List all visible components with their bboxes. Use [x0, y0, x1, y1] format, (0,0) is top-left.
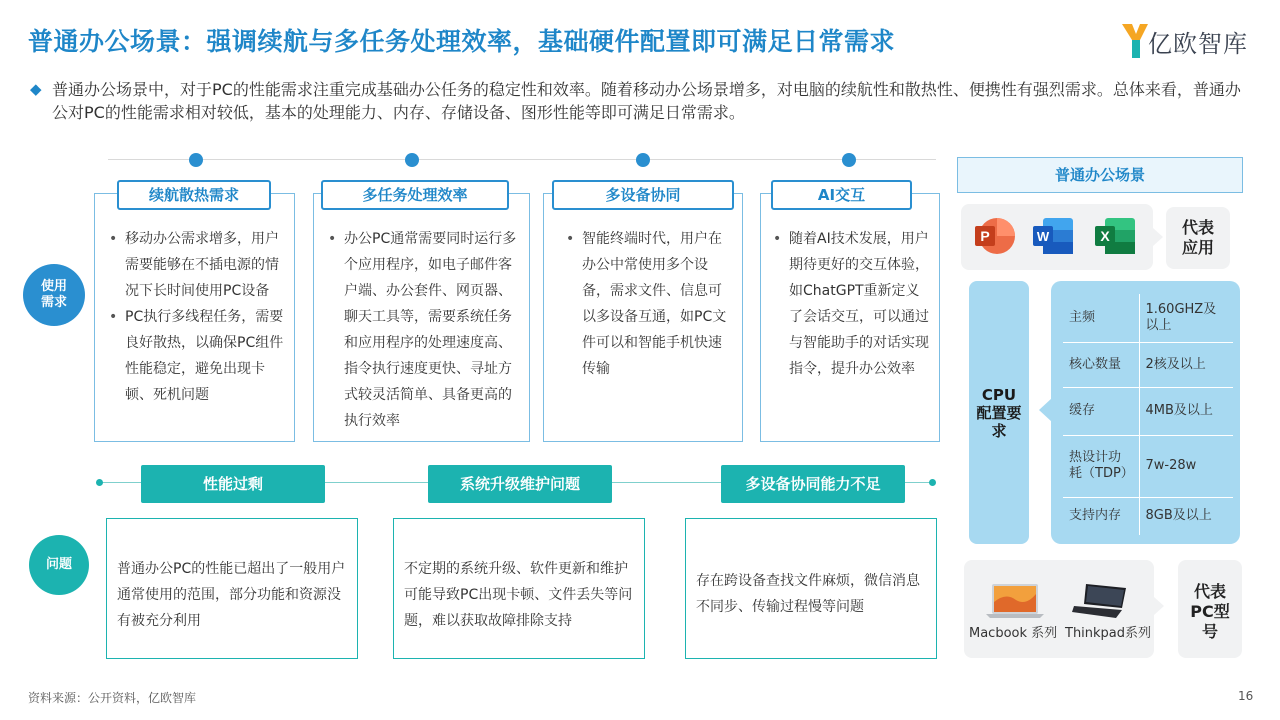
spec-value: 2核及以上	[1139, 342, 1233, 387]
timeline-dot	[636, 153, 650, 167]
pc-label: 代表PC型号	[1190, 582, 1230, 641]
top-timeline	[108, 159, 936, 160]
timeline-dot	[405, 153, 419, 167]
summary-text: 普通办公场景中，对于PC的性能需求注重完成基础办公任务的稳定性和效率。随着移动办公场景增多，对电脑的续航性和散热性、便携性有强烈需求。总体来看，普通办公对PC的性能需求相对较低，基本的处理能力、内存、存储设备、图形性能等即可满足日常需求。	[52, 80, 1241, 122]
spec-value: 8GB及以上	[1145, 508, 1212, 524]
source-note: 资料来源：公开资料，亿欧智库	[28, 691, 197, 705]
need-item: • 办公PC通常需要同时运行多个应用程序，如电子邮件客户端、办公套件、网页器、聊天工具等，需要系统任务和应用程序的处理速度高、指令执行速度更快、寻址方式较灵活简单、具备更高的执行效率	[326, 226, 519, 434]
page-number: 16	[1238, 689, 1254, 703]
arrow-icon	[1153, 228, 1163, 246]
spec-value: 4MB及以上	[1139, 387, 1233, 435]
problem-card	[685, 518, 937, 659]
need-title-ai: AI交互	[771, 180, 912, 210]
problems-label: 问题	[29, 535, 89, 595]
pc-model-name: Macbook 系列	[969, 626, 1058, 641]
table-row	[1063, 342, 1233, 387]
problem-title-system-update: 系统升级维护问题	[428, 465, 612, 503]
powerpoint-icon	[971, 214, 1015, 258]
apps-label: 代表应用	[1181, 218, 1214, 257]
problem-text: 普通办公PC的性能已超出了一般用户通常使用的范围，部分功能和资源没有被充分利用	[117, 561, 346, 629]
scene-title: 普通办公场景	[957, 157, 1243, 193]
need-card-battery	[94, 193, 295, 442]
table-row	[1063, 435, 1233, 497]
timeline-dot	[842, 153, 856, 167]
spec-key: 支持内存	[1063, 497, 1139, 535]
spec-key: 主频	[1063, 294, 1139, 342]
need-title-multidevice: 多设备协同	[552, 180, 734, 210]
arrow-icon	[1154, 597, 1164, 615]
apps-label-box	[1166, 207, 1230, 269]
word-icon	[1031, 214, 1075, 258]
table-row	[1063, 497, 1233, 535]
cpu-label: CPU配置要求	[976, 386, 1022, 440]
need-item: • 移动办公需求增多，用户需要能够在不插电源的情况下长时间使用PC设备	[107, 226, 284, 304]
excel-icon	[1093, 214, 1137, 258]
svg-text:P: P	[980, 228, 990, 244]
macbook-icon	[986, 582, 1044, 620]
timeline-dot	[189, 153, 203, 167]
svg-text:W: W	[1036, 229, 1050, 244]
problem-text: 不定期的系统升级、软件更新和维护可能导致PC出现卡顿、文件丢失等问题，难以获取故障排除支持	[404, 561, 633, 629]
timeline-dot	[929, 479, 936, 486]
pc-label-box	[1178, 560, 1242, 658]
need-card-multidevice	[543, 193, 743, 442]
spec-key: 缓存	[1063, 387, 1139, 435]
pc-model-name: Thinkpad系列	[1065, 626, 1152, 641]
need-title-battery: 续航散热需求	[117, 180, 271, 210]
diamond-bullet-icon: ◆	[30, 80, 42, 98]
need-item: • 智能终端时代，用户在办公中常使用多个设备，需求文件、信息可以多设备互通，如PC文件可以和智能手机快速传输	[564, 226, 728, 382]
cpu-spec-table	[1063, 294, 1233, 535]
need-card-multitask	[313, 193, 530, 442]
need-card-ai	[760, 193, 940, 442]
svg-text:X: X	[1100, 228, 1110, 244]
table-row	[1063, 294, 1233, 342]
spec-value: 1.60GHZ及以上	[1139, 294, 1233, 342]
use-needs-label: 使用需求	[23, 264, 85, 326]
page-title: 普通办公场景：强调续航与多任务处理效率，基础硬件配置即可满足日常需求	[28, 27, 896, 56]
spec-key: 热设计功耗（TDP）	[1063, 435, 1139, 497]
table-row	[1063, 387, 1233, 435]
problem-title-overperformance: 性能过剩	[141, 465, 325, 503]
timeline-dot	[96, 479, 103, 486]
problem-text: 存在跨设备查找文件麻烦，微信消息不同步、传输过程慢等问题	[696, 573, 920, 615]
arrow-icon	[1039, 398, 1052, 422]
spec-value: 7w-28w	[1139, 435, 1233, 497]
problem-title-multidevice: 多设备协同能力不足	[721, 465, 905, 503]
need-item: • 随着AI技术发展，用户期待更好的交互体验，如ChatGPT重新定义了会话交互，可以通过与智能助手的对话实现指令，提升办公效率	[771, 226, 929, 382]
spec-key: 核心数量	[1063, 342, 1139, 387]
need-item: • PC执行多线程任务，需要良好散热，以确保PC组件性能稳定，避免出现卡顿、死机问题	[107, 304, 284, 408]
problem-card	[106, 518, 358, 659]
problem-card	[393, 518, 645, 659]
need-title-multitask: 多任务处理效率	[321, 180, 509, 210]
thinkpad-icon	[1072, 582, 1130, 620]
logo-text: 亿欧智库	[1148, 30, 1248, 58]
